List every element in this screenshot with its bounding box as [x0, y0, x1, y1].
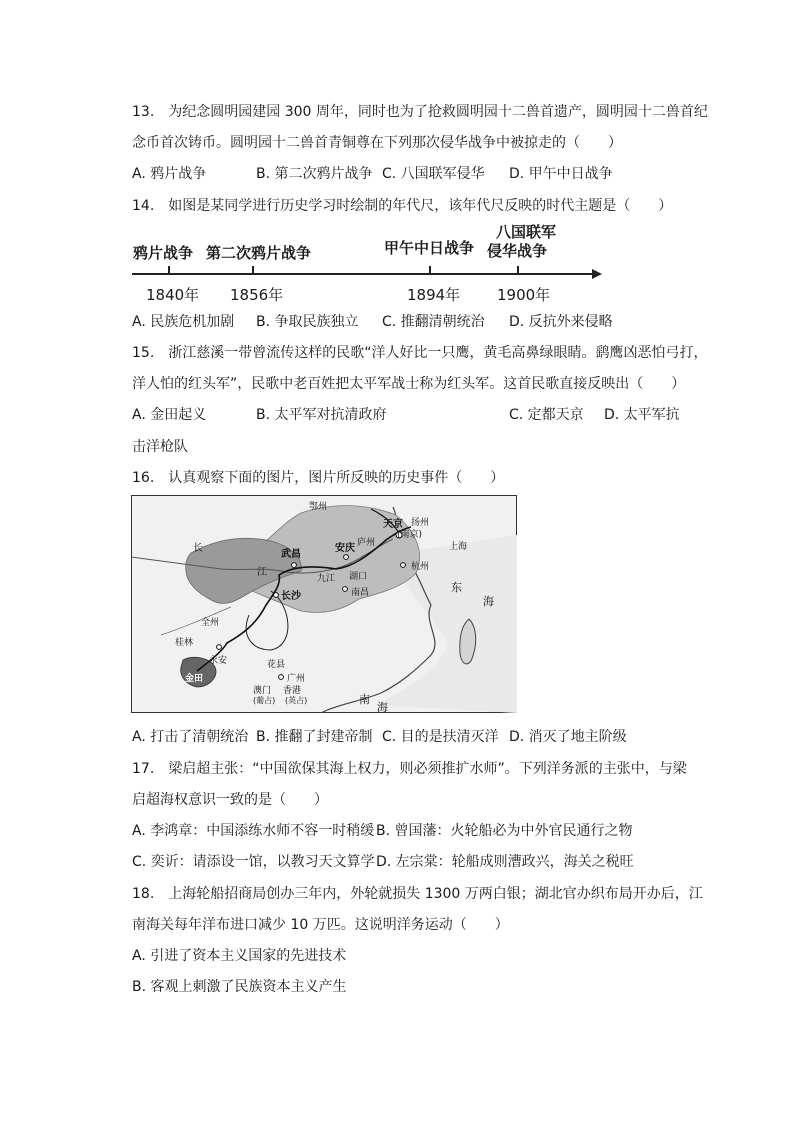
map-label-tianjing: 天京 [383, 519, 403, 530]
city-marker-nanchang [343, 587, 348, 592]
timeline-label-eight-nation-line2: 侵华战争 [487, 242, 548, 260]
city-marker-hangzhou [401, 563, 406, 568]
q17-option-a: A. 李鸿章：中国添练水师不容一时稍缓 [132, 823, 375, 839]
q17-stem-line1: 17. 梁启超主张：“中国欲保其海上权力，则必须推扩水师”。下列洋务派的主张中，与梁 [132, 761, 687, 777]
map-label-putaoya: (葡占) [253, 696, 276, 705]
q15-option-b: B. 太平军对抗清政府 [256, 407, 387, 423]
map-label-shanghai: 上海 [449, 542, 468, 552]
timeline-year-1894: 1894年 [407, 286, 461, 304]
q13-stem-line1: 13. 为纪念圆明园建园 300 周年，同时也为了抢救圆明园十二兽首遗产，圆明园十二兽首纪 [132, 104, 708, 120]
q14-option-a: A. 民族危机加剧 [132, 314, 235, 330]
city-marker-anqing [344, 555, 349, 560]
city-marker-guilin [217, 645, 222, 650]
map-label-yangzhou: 扬州 [411, 518, 430, 528]
q15-option-d-continued: 击洋枪队 [132, 439, 188, 455]
map-label-ezhou: 鄂州 [309, 502, 328, 512]
q13-stem-line2: 念币首次铸币。圆明园十二兽首青铜尊在下列那次侵华战争中被掠走的（ ） [132, 135, 622, 151]
map-label-jiujiang: 九江 [317, 574, 336, 584]
q17-stem-line2: 启超海权意识一致的是（ ） [132, 792, 328, 808]
q16-option-a: A. 打击了清朝统治 [132, 729, 249, 745]
q16-option-b: B. 推翻了封建帝制 [256, 729, 373, 745]
q16-option-d: D. 消灭了地主阶级 [509, 729, 627, 745]
map-label-aomen: 澳门 [253, 686, 272, 696]
city-marker-guangzhou [279, 675, 284, 680]
taiping-route-map [131, 495, 517, 713]
q13-option-d: D. 甲午中日战争 [509, 166, 613, 182]
city-marker-changsha [274, 593, 279, 598]
q13-option-a: A. 鸦片战争 [132, 166, 207, 182]
timeline-label-eight-nation-line1: 八国联军 [496, 223, 557, 241]
map-label-changsha: 长沙 [281, 591, 301, 602]
q17-option-d: D. 左宗棠：轮船成则漕政兴，海关之税旺 [376, 854, 634, 870]
timeline-axis [130, 262, 605, 286]
q13-option-b: B. 第二次鸦片战争 [256, 166, 373, 182]
map-label-nanchang: 南昌 [351, 588, 370, 598]
q14-option-d: D. 反抗外来侵略 [509, 314, 613, 330]
timeline-label-opium-war: 鸦片战争 [133, 244, 194, 262]
map-label-xianggang: 香港 [283, 686, 302, 696]
timeline-label-sino-japanese-war: 甲午中日战争 [384, 239, 475, 257]
q15-option-a: A. 金田起义 [132, 407, 207, 423]
map-label-nanjing: (南京) [397, 530, 423, 540]
map-label-guangzhou: 广州 [287, 674, 306, 684]
map-label-jiang: 江 [257, 567, 267, 578]
timeline-year-1840: 1840年 [146, 286, 200, 304]
timeline-year-1856: 1856年 [230, 286, 284, 304]
map-label-nan: 南 [359, 693, 370, 706]
map-label-yongan: 永安 [209, 656, 228, 666]
map-label-huaxian: 花县 [267, 660, 286, 670]
q16-option-c: C. 目的是扶清灭洋 [382, 729, 499, 745]
map-label-luzhou: 庐州 [357, 538, 376, 548]
map-label-quanzhou: 全州 [201, 618, 220, 628]
q15-stem-line2: 洋人怕的红头军”，民歌中老百姓把太平军战士称为红头军。这首民歌直接反映出（ ） [132, 376, 686, 392]
map-label-dong: 东 [451, 581, 462, 594]
map-label-wuchang: 武昌 [281, 549, 301, 560]
map-label-hangzhou: 杭州 [411, 562, 430, 572]
q14-stem: 14. 如图是某同学进行历史学习时绘制的年代尺，该年代尺反映的时代主题是（ ） [132, 198, 673, 214]
map-label-hai2: 海 [377, 701, 388, 713]
q16-stem: 16. 认真观察下面的图片，图片所反映的历史事件（ ） [132, 470, 505, 486]
q18-stem-line2: 南海关每年洋布进口减少 10 万匹。这说明洋务运动（ ） [132, 917, 509, 933]
timeline-year-1900: 1900年 [497, 286, 551, 304]
map-label-anqing: 安庆 [335, 543, 355, 554]
q15-option-d: D. 太平军抗 [604, 407, 680, 423]
map-label-hai: 海 [483, 595, 494, 608]
q18-option-b: B. 客观上刺激了民族资本主义产生 [132, 979, 347, 995]
q18-option-a: A. 引进了资本主义国家的先进技术 [132, 948, 347, 964]
city-marker-wuchang [292, 563, 297, 568]
map-label-hukou: 湖口 [349, 572, 368, 582]
map-label-chang: 长 [193, 543, 203, 554]
q15-option-c: C. 定都天京 [509, 407, 584, 423]
q17-option-c: C. 奕䜣：请添设一馆，以教习天文算学 [132, 854, 375, 870]
timeline-label-second-opium-war: 第二次鸦片战争 [206, 244, 312, 262]
q14-option-c: C. 推翻清朝统治 [382, 314, 485, 330]
q14-option-b: B. 争取民族独立 [256, 314, 359, 330]
q18-stem-line1: 18. 上海轮船招商局创办三年内，外轮就损失 1300 万两白银；湖北官办织布局开办后，江 [132, 886, 703, 902]
map-label-yingzhan: (英占) [285, 696, 308, 705]
q17-option-b: B. 曾国藩：火轮船必为中外官民通行之物 [376, 823, 633, 839]
q15-stem-line1: 15. 浙江慈溪一带曾流传这样的民歌“洋人好比一只鹰，黄毛高鼻绿眼睛。鹞鹰凶恶怕弓打， [132, 345, 708, 361]
map-label-guilin: 桂林 [175, 638, 194, 648]
q13-option-c: C. 八国联军侵华 [382, 166, 485, 182]
map-label-jintian: 金田 [185, 674, 204, 684]
